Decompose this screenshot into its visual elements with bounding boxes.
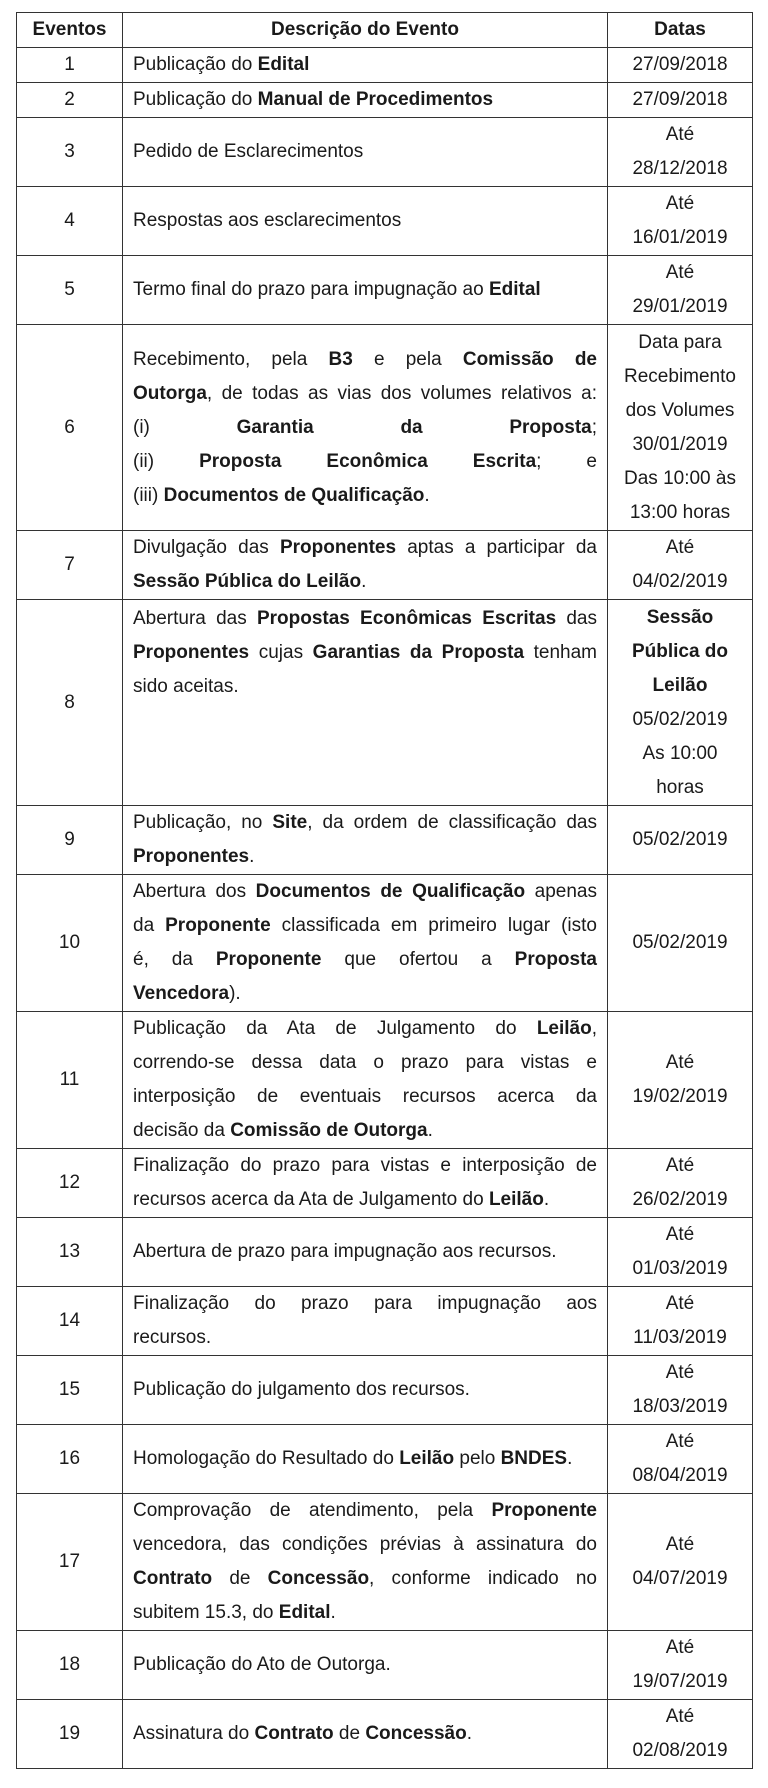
text-segment: . <box>361 571 367 592</box>
description-line <box>133 1717 597 1751</box>
text-segment: (ii) <box>133 450 200 472</box>
event-description <box>123 256 608 325</box>
table-row <box>17 1425 753 1494</box>
event-number: 7 <box>17 531 123 600</box>
description-line <box>133 636 597 670</box>
event-number: 18 <box>17 1631 123 1700</box>
date-line: 04/07/2019 <box>632 1568 728 1589</box>
date-line: 19/07/2019 <box>632 1671 728 1692</box>
description-line <box>133 1528 597 1562</box>
text-segment: . <box>330 1602 336 1623</box>
event-number: 8 <box>17 600 123 806</box>
date-line: Até <box>665 1362 695 1383</box>
bold-term: Leilão <box>399 1448 455 1469</box>
text-segment: Pedido de Esclarecimentos <box>133 141 364 162</box>
event-description <box>123 325 608 531</box>
event-number: 3 <box>17 118 123 187</box>
table-header <box>17 13 753 48</box>
bold-term: Comissão de <box>462 348 598 370</box>
bold-term: Leilão <box>536 1018 592 1039</box>
date-line: Até <box>665 1534 695 1555</box>
event-date <box>608 1356 753 1425</box>
description-line <box>133 1442 597 1476</box>
event-date <box>608 1700 753 1769</box>
date-line: Das 10:00 às <box>624 467 736 489</box>
text-segment: Publicação, no <box>133 812 273 833</box>
text-segment: . <box>466 1723 472 1744</box>
table-row <box>17 1631 753 1700</box>
date-line: 30/01/2019 <box>632 433 728 455</box>
date-line: Até <box>665 1431 695 1452</box>
bold-term: Proposta Econômica Escrita <box>199 450 537 472</box>
text-segment: correndo-se dessa data o prazo para vistas e <box>133 1052 597 1073</box>
description-line <box>133 1012 597 1046</box>
event-number: 2 <box>17 83 123 118</box>
bold-term: Documentos de Qualificação <box>163 484 425 506</box>
event-date <box>608 83 753 118</box>
event-number: 13 <box>17 1218 123 1287</box>
event-date <box>608 600 753 806</box>
event-date <box>608 531 753 600</box>
event-date <box>608 1494 753 1631</box>
date-line: Leilão <box>652 674 708 696</box>
date-line: 05/02/2019 <box>632 829 728 850</box>
text-segment: da <box>133 915 166 936</box>
text-segment: Publicação do julgamento dos recursos. <box>133 1379 470 1400</box>
event-description <box>123 1287 608 1356</box>
date-line: Até <box>665 193 695 214</box>
description-line <box>133 977 597 1011</box>
table-row <box>17 1356 753 1425</box>
description-line <box>133 1648 597 1682</box>
date-line: 02/08/2019 <box>632 1740 728 1761</box>
description-line <box>133 1080 597 1114</box>
event-description <box>123 48 608 83</box>
date-line: 27/09/2018 <box>632 54 728 75</box>
event-description <box>123 1218 608 1287</box>
date-line: 18/03/2019 <box>632 1396 728 1417</box>
text-segment: sido aceitas. <box>133 676 239 697</box>
event-description <box>123 1356 608 1425</box>
text-segment: classificada em primeiro lugar (isto <box>270 915 597 936</box>
description-line <box>133 1183 597 1217</box>
description-line <box>133 943 597 977</box>
table-row <box>17 1218 753 1287</box>
text-segment: , de todas as vias dos volumes relativos a: <box>206 382 597 404</box>
date-line: 28/12/2018 <box>632 158 728 179</box>
event-date <box>608 1149 753 1218</box>
text-segment: , conforme indicado no <box>369 1568 597 1589</box>
description-line <box>133 411 597 445</box>
description-line <box>133 273 597 307</box>
bold-term: Vencedora <box>133 983 230 1004</box>
table-row <box>17 806 753 875</box>
event-description <box>123 531 608 600</box>
text-segment: Publicação do Ato de Outorga. <box>133 1654 391 1675</box>
table-row <box>17 118 753 187</box>
text-segment: Homologação do Resultado do <box>133 1448 400 1469</box>
bold-term: B3 <box>328 348 353 370</box>
bold-term: Proposta <box>514 949 597 970</box>
description-line <box>133 1494 597 1528</box>
date-line: Até <box>665 1224 695 1245</box>
date-line: 05/02/2019 <box>632 932 728 953</box>
event-description <box>123 118 608 187</box>
text-segment: ). <box>229 983 241 1004</box>
bold-term: Garantias da Proposta <box>312 642 525 663</box>
text-segment: Divulgação das <box>133 537 280 558</box>
event-number: 17 <box>17 1494 123 1631</box>
text-segment: interposição de eventuais recursos acerca da <box>133 1086 597 1107</box>
text-segment: Abertura das <box>133 608 257 629</box>
table-row <box>17 1700 753 1769</box>
bold-term: Edital <box>488 279 541 300</box>
date-line: Data para <box>638 331 722 353</box>
description-line <box>133 445 597 479</box>
text-segment: , <box>591 1018 597 1039</box>
event-description <box>123 600 608 806</box>
date-line: 13:00 horas <box>629 501 731 523</box>
text-segment: apenas <box>525 881 597 902</box>
description-line <box>133 1235 597 1269</box>
date-line: Até <box>665 262 695 283</box>
date-line: Sessão <box>646 606 714 628</box>
event-number: 15 <box>17 1356 123 1425</box>
header-eventos: Eventos <box>17 13 123 48</box>
event-number: 19 <box>17 1700 123 1769</box>
description-line <box>133 909 597 943</box>
event-date <box>608 1425 753 1494</box>
event-number: 4 <box>17 187 123 256</box>
bold-term: Edital <box>278 1602 331 1623</box>
event-date <box>608 875 753 1012</box>
table-row <box>17 187 753 256</box>
event-number: 12 <box>17 1149 123 1218</box>
description-line <box>133 806 597 840</box>
description-line <box>133 1046 597 1080</box>
description-line <box>133 1596 597 1630</box>
description-line <box>133 204 597 238</box>
bold-term: Edital <box>257 54 310 75</box>
date-line: Recebimento <box>624 365 736 387</box>
description-line <box>133 377 597 411</box>
bold-term: BNDES <box>500 1448 568 1469</box>
text-segment: é, da <box>133 949 216 970</box>
description-line <box>133 1287 597 1321</box>
event-date <box>608 118 753 187</box>
bold-term: Comissão de Outorga <box>230 1120 428 1141</box>
event-number: 16 <box>17 1425 123 1494</box>
text-segment: ; <box>591 416 597 438</box>
text-segment: das <box>556 608 598 629</box>
event-description <box>123 875 608 1012</box>
description-line <box>133 83 597 117</box>
date-line: 27/09/2018 <box>632 89 728 110</box>
text-segment: Recebimento, pela <box>133 348 329 370</box>
text-segment: de <box>333 1723 366 1744</box>
event-description <box>123 187 608 256</box>
description-line <box>133 343 597 377</box>
description-line <box>133 875 597 909</box>
text-segment: Termo final do prazo para impugnação ao <box>133 279 489 300</box>
text-segment: pelo <box>454 1448 501 1469</box>
table-row <box>17 48 753 83</box>
date-line: 26/02/2019 <box>632 1189 728 1210</box>
event-description <box>123 806 608 875</box>
event-number: 5 <box>17 256 123 325</box>
bold-term: Proponente <box>215 949 322 970</box>
bold-term: Contrato <box>254 1723 334 1744</box>
bold-term: Leilão <box>488 1189 544 1210</box>
event-description <box>123 1425 608 1494</box>
description-line <box>133 479 597 513</box>
bold-term: Proponentes <box>279 537 397 558</box>
date-line: Até <box>665 1706 695 1727</box>
event-date <box>608 1631 753 1700</box>
text-segment: Publicação da Ata de Julgamento do <box>133 1018 537 1039</box>
description-line <box>133 1114 597 1148</box>
date-line: Até <box>665 537 695 558</box>
description-line <box>133 531 597 565</box>
text-segment: . <box>249 846 255 867</box>
text-segment: . <box>543 1189 550 1210</box>
event-description <box>123 1012 608 1149</box>
table-row <box>17 1012 753 1149</box>
description-line <box>133 135 597 169</box>
header-descricao: Descrição do Evento <box>123 13 608 48</box>
table-row <box>17 1494 753 1631</box>
description-line <box>133 48 597 82</box>
date-line: Até <box>665 1637 695 1658</box>
date-line: Até <box>665 124 695 145</box>
event-number: 6 <box>17 325 123 531</box>
text-segment: subitem 15.3, do <box>133 1602 279 1623</box>
event-date <box>608 1218 753 1287</box>
date-line: 04/02/2019 <box>632 571 728 592</box>
text-segment: . <box>567 1448 573 1469</box>
bold-term: Site <box>272 812 308 833</box>
table-row <box>17 83 753 118</box>
text-segment: de <box>212 1568 268 1589</box>
table-row <box>17 325 753 531</box>
date-line: 29/01/2019 <box>632 296 728 317</box>
date-line: horas <box>656 776 704 798</box>
description-line <box>133 565 597 599</box>
event-date <box>608 1012 753 1149</box>
bold-term: Proponente <box>491 1500 597 1521</box>
event-date <box>608 48 753 83</box>
text-segment: Respostas aos esclarecimentos <box>133 210 402 231</box>
event-date <box>608 325 753 531</box>
description-line <box>133 1149 597 1183</box>
event-description <box>123 1494 608 1631</box>
table-row <box>17 256 753 325</box>
text-segment: Publicação do <box>133 89 258 110</box>
text-segment: recursos acerca da Ata de Julgamento do <box>133 1189 489 1210</box>
text-segment: Publicação do <box>133 54 258 75</box>
text-segment: (i) <box>133 416 237 438</box>
event-description <box>123 1149 608 1218</box>
bold-term: Documentos de Qualificação <box>255 881 526 902</box>
description-line <box>133 1373 597 1407</box>
text-segment: ; e <box>536 450 597 472</box>
date-line: Até <box>665 1155 695 1176</box>
text-segment: Finalização do prazo para vistas e interposição de <box>133 1155 597 1176</box>
date-line: 01/03/2019 <box>632 1258 728 1279</box>
description-line <box>133 1562 597 1596</box>
event-date <box>608 256 753 325</box>
table-row <box>17 875 753 1012</box>
events-schedule-table <box>16 12 753 1769</box>
header-row <box>17 13 753 48</box>
header-datas: Datas <box>608 13 753 48</box>
table-row <box>17 1149 753 1218</box>
date-line: Até <box>665 1052 695 1073</box>
date-line: 08/04/2019 <box>632 1465 728 1486</box>
bold-term: Proponentes <box>133 642 250 663</box>
table-row <box>17 600 753 806</box>
event-number: 14 <box>17 1287 123 1356</box>
date-line: 16/01/2019 <box>632 227 728 248</box>
text-segment: Abertura dos <box>133 881 256 902</box>
text-segment: . <box>424 484 430 506</box>
event-number: 1 <box>17 48 123 83</box>
event-date <box>608 806 753 875</box>
bold-term: Concessão <box>267 1568 370 1589</box>
table-body <box>17 48 753 1769</box>
event-number: 9 <box>17 806 123 875</box>
text-segment: decisão da <box>133 1120 231 1141</box>
date-line: 05/02/2019 <box>632 708 728 730</box>
text-segment: Assinatura do <box>133 1723 255 1744</box>
bold-term: Contrato <box>133 1568 213 1589</box>
bold-term: Proponente <box>165 915 271 936</box>
text-segment: vencedora, das condições prévias à assinatura do <box>133 1534 597 1555</box>
text-segment: aptas a participar da <box>396 537 597 558</box>
text-segment: Comprovação de atendimento, pela <box>133 1500 492 1521</box>
description-line <box>133 670 597 704</box>
bold-term: Proponentes <box>133 846 250 867</box>
date-line: dos Volumes <box>625 399 735 421</box>
event-description <box>123 83 608 118</box>
text-segment: tenham <box>524 642 597 663</box>
text-segment: , da ordem de classificação das <box>307 812 598 833</box>
bold-term: Manual de Procedimentos <box>257 89 494 110</box>
event-number: 10 <box>17 875 123 1012</box>
description-line <box>133 1321 597 1355</box>
text-segment: e pela <box>352 348 463 370</box>
table-row <box>17 531 753 600</box>
description-line <box>133 840 597 874</box>
bold-term: Concessão <box>365 1723 467 1744</box>
text-segment: (iii) <box>133 484 164 506</box>
date-line: Até <box>665 1293 695 1314</box>
date-line: 19/02/2019 <box>632 1086 728 1107</box>
bold-term: Sessão Pública do Leilão <box>133 571 362 592</box>
bold-term: Outorga <box>133 382 207 404</box>
event-date <box>608 187 753 256</box>
description-line <box>133 602 597 636</box>
bold-term: Propostas Econômicas Escritas <box>256 608 557 629</box>
text-segment: Abertura de prazo para impugnação aos recursos. <box>133 1241 557 1262</box>
event-number: 11 <box>17 1012 123 1149</box>
date-line: As 10:00 <box>642 742 718 764</box>
event-description <box>123 1631 608 1700</box>
date-line: 11/03/2019 <box>633 1327 727 1348</box>
text-segment: recursos. <box>133 1327 212 1348</box>
event-date <box>608 1287 753 1356</box>
text-segment: cujas <box>249 642 313 663</box>
bold-term: Garantia da Proposta <box>236 416 592 438</box>
table-row <box>17 1287 753 1356</box>
text-segment: . <box>427 1120 433 1141</box>
text-segment: que ofertou a <box>321 949 515 970</box>
date-line: Pública do <box>631 640 729 662</box>
event-description <box>123 1700 608 1769</box>
text-segment: Finalização do prazo para impugnação aos <box>133 1293 597 1314</box>
